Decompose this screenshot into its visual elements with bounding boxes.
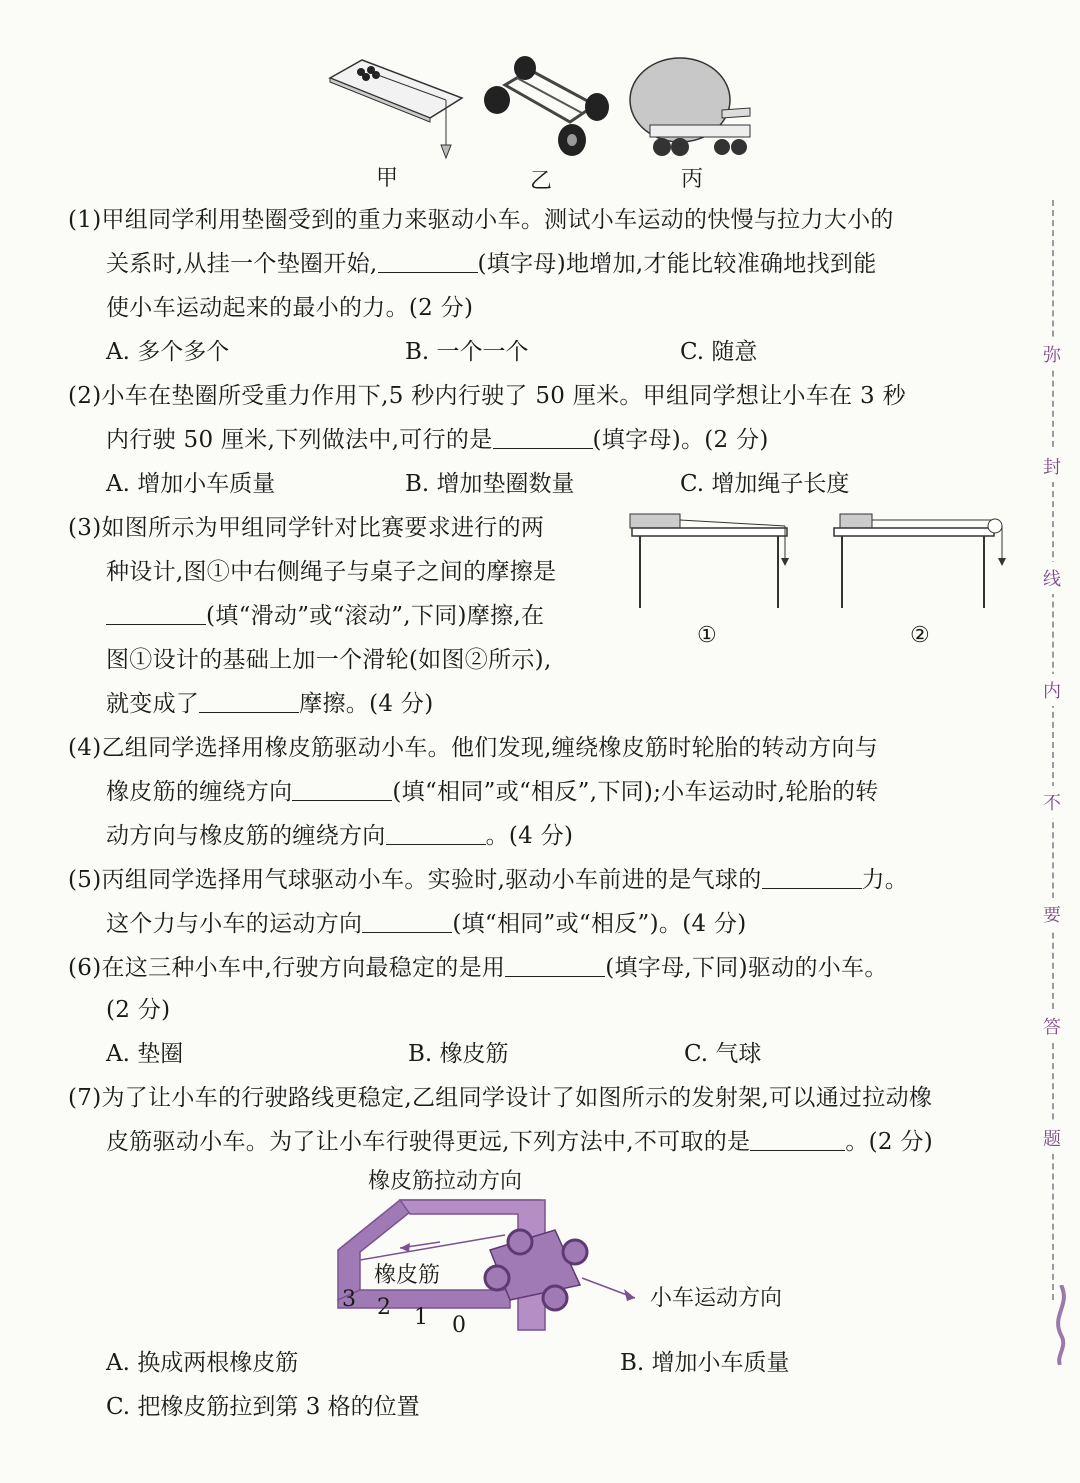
margin-char-7: 答 (1043, 1010, 1061, 1042)
label-bing: 丙 (681, 167, 704, 192)
q6-option-b: B. 橡皮筋 (408, 1041, 509, 1067)
q5-line2 (106, 909, 747, 939)
q6-line1 (68, 953, 888, 983)
q3-line3b: (填“滑动”或“滚动”,下同)摩擦,在 (206, 603, 545, 629)
margin-char-1: 弥 (1043, 338, 1061, 370)
q7-option-a: A. 换成两根橡皮筋 (106, 1350, 299, 1376)
q4-blank-2[interactable] (386, 822, 486, 845)
q2-option-b: B. 增加垫圈数量 (405, 471, 575, 497)
q3-blank-1[interactable] (106, 602, 206, 625)
q5-line1b: 力。 (861, 867, 909, 893)
q7-line2a: 皮筋驱动小车。为了让小车行驶得更远,下列方法中,不可取的是 (106, 1129, 751, 1155)
q4-line3b: 。(4 分) (485, 823, 574, 849)
q7-option-c: C. 把橡皮筋拉到第 3 格的位置 (106, 1394, 420, 1420)
tick-2: 2 (377, 1295, 391, 1320)
q3-line5b: 摩擦。(4 分) (299, 691, 434, 717)
q4-line2b: (填“相同”或“相反”,下同);小车运动时,轮胎的转 (392, 779, 879, 805)
tick-1: 1 (414, 1305, 428, 1330)
q1-option-c: C. 随意 (680, 339, 758, 365)
q1-line2 (106, 249, 877, 279)
q2-line2a: 内行驶 50 厘米,下列做法中,可行的是 (106, 427, 493, 453)
q7-blank[interactable] (750, 1128, 845, 1151)
q6-line1a: (6)在这三种小车中,行驶方向最稳定的是用 (68, 955, 506, 981)
q3-line4: 图①设计的基础上加一个滑轮(如图②所示), (106, 647, 552, 673)
q6-option-c: C. 气球 (684, 1041, 762, 1067)
fig-label-1: ① (697, 623, 717, 648)
q1-option-b: B. 一个一个 (405, 339, 529, 365)
launcher-pull-label: 橡皮筋拉动方向 (368, 1169, 523, 1194)
car-bing-drawing (630, 58, 750, 156)
q7-line1: (7)为了让小车的行驶路线更稳定,乙组同学设计了如图所示的发射架,可以通过拉动橡 (68, 1085, 933, 1111)
q4-blank-1[interactable] (292, 778, 392, 801)
tick-3: 3 (342, 1287, 356, 1312)
q6-option-a: A. 垫圈 (106, 1041, 184, 1067)
q6-line2: (2 分) (106, 997, 171, 1023)
q2-option-a: A. 增加小车质量 (106, 471, 276, 497)
car-yi-drawing (484, 56, 609, 156)
q1-line2a: 关系时,从挂一个垫圈开始, (106, 251, 378, 277)
q2-option-c: C. 增加绳子长度 (680, 471, 850, 497)
label-yi: 乙 (530, 169, 553, 194)
q7-line2b: 。(2 分) (845, 1129, 934, 1155)
q7-option-b: B. 增加小车质量 (620, 1350, 790, 1376)
margin-char-5: 不 (1043, 786, 1061, 818)
q2-line2 (106, 425, 769, 455)
q4-line2a: 橡皮筋的缠绕方向 (106, 779, 293, 805)
q2-line1: (2)小车在垫圈所受重力作用下,5 秒内行驶了 50 厘米。甲组同学想让小车在 3 秒 (68, 383, 906, 409)
q3-blank-2[interactable] (199, 690, 299, 713)
q2-line2b: (填字母)。(2 分) (592, 427, 769, 453)
label-jia: 甲 (376, 166, 399, 191)
car-jia-drawing (330, 60, 462, 158)
q3-line5a: 就变成了 (106, 691, 200, 717)
q3-line3 (106, 601, 544, 631)
margin-char-4: 内 (1043, 674, 1061, 706)
q1-option-a: A. 多个多个 (106, 339, 230, 365)
q5-blank-1[interactable] (762, 866, 862, 889)
q1-blank[interactable] (378, 250, 478, 273)
q5-line1a: (5)丙组同学选择用气球驱动小车。实验时,驱动小车前进的是气球的 (68, 867, 762, 893)
q5-blank-2[interactable] (362, 910, 452, 933)
margin-decoration (1046, 1285, 1076, 1365)
q1-line2b: (填字母)地增加,才能比较准确地找到能 (477, 251, 877, 277)
margin-char-8: 题 (1043, 1122, 1061, 1154)
tick-0: 0 (452, 1313, 466, 1338)
margin-char-3: 线 (1043, 562, 1061, 594)
q6-line1b: (填字母,下同)驱动的小车。 (605, 955, 888, 981)
q4-line1: (4)乙组同学选择用橡皮筋驱动小车。他们发现,缠绕橡皮筋时轮胎的转动方向与 (68, 735, 878, 761)
launcher-band-label: 橡皮筋 (374, 1263, 441, 1288)
q7-line2 (106, 1127, 933, 1157)
margin-char-2: 封 (1043, 450, 1061, 482)
q1-line3: 使小车运动起来的最小的力。(2 分) (106, 295, 474, 321)
q4-line3 (106, 821, 573, 851)
q4-line2 (106, 777, 879, 807)
fig-label-2: ② (910, 623, 930, 648)
q3-line2: 种设计,图①中右侧绳子与桌子之间的摩擦是 (106, 559, 557, 585)
table-figures (620, 500, 1040, 630)
q2-blank[interactable] (493, 426, 593, 449)
q5-line2b: (填“相同”或“相反”)。(4 分) (452, 911, 747, 937)
q4-line3a: 动方向与橡皮筋的缠绕方向 (106, 823, 386, 849)
q6-blank[interactable] (505, 954, 605, 977)
q5-line1 (68, 865, 908, 895)
q1-line1: (1)甲组同学利用垫圈受到的重力来驱动小车。测试小车运动的快慢与拉力大小的 (68, 207, 894, 233)
q5-line2a: 这个力与小车的运动方向 (106, 911, 363, 937)
table-figure-1 (630, 514, 789, 608)
q3-line5 (106, 689, 434, 719)
q3-line1: (3)如图所示为甲组同学针对比赛要求进行的两 (68, 515, 545, 541)
launcher-motion-label: 小车运动方向 (650, 1286, 783, 1311)
table-figure-2 (834, 514, 1006, 608)
margin-char-6: 要 (1043, 898, 1061, 930)
